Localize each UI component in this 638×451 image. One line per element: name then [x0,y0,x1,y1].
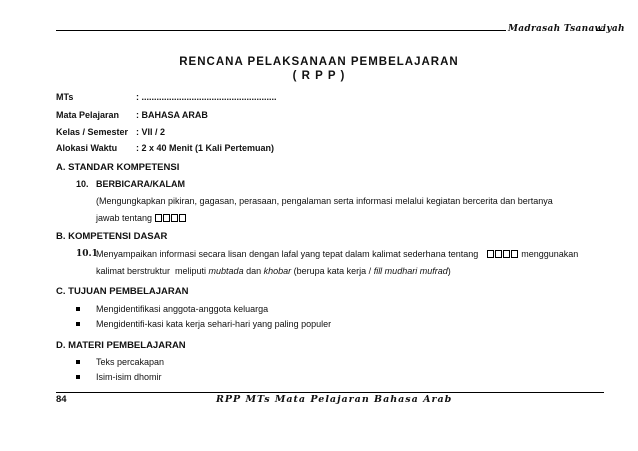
section-b-text-b: menggunakan [521,249,579,259]
arabic-glyph-boxes [487,250,519,260]
section-a-item-number: 10. [76,179,89,189]
identity-value-mts: : ...................................................... [136,92,277,102]
bullet-icon [76,322,80,326]
section-b-line2-mid: dan [243,266,264,276]
term-mubtada: mubtada [208,266,244,276]
bullet-icon [76,375,80,379]
page-subtitle: ( R P P ) [292,70,346,82]
section-c-item: Mengidentifi-kasi kata kerja sehari-hari yang paling populer [96,319,332,329]
running-header: Madrasah Tsanawiyah [508,24,625,34]
bullet-icon [76,307,80,311]
section-b-item-number: 10.1 [76,249,98,259]
identity-label-subject: Mata Pelajaran [56,110,120,120]
footer-title: RPP MTs Mata Pelajaran Bahasa Arab [216,394,453,405]
section-d-item: Teks percakapan [96,357,165,367]
identity-value-time: : 2 x 40 Menit (1 Kali Pertemuan) [136,143,275,153]
identity-value-class: : VII / 2 [136,127,166,137]
section-a-heading: A. STANDAR KOMPETENSI [56,162,180,173]
identity-label-time: Alokasi Waktu [56,143,118,153]
section-b-heading: B. KOMPETENSI DASAR [56,231,168,242]
term-fill-mudhari: fill mudhari mufrad [373,266,448,276]
section-c-heading: C. TUJUAN PEMBELAJARAN [56,286,189,297]
section-a-description-cont [96,213,187,224]
section-d-heading: D. MATERI PEMBELAJARAN [56,340,186,351]
header-rule [56,30,506,31]
identity-value-subject: : BAHASA ARAB [136,110,208,120]
page-title: RENCANA PELAKSANAAN PEMBELAJARAN [179,56,459,68]
term-khobar: khobar [263,266,292,276]
section-a-item-title: BERBICARA/KALAM [96,179,185,189]
footer-rule [56,392,604,393]
identity-label-class: Kelas / Semester [56,127,129,137]
section-b-line2-b: (berupa kata kerja / [291,266,374,276]
header-rule-end [596,30,604,31]
section-a-description: (Mengungkapkan pikiran, gagasan, perasaan, pengalaman serta informasi melalui kegiatan bercerita dan bertanya [96,196,553,206]
identity-label-mts: MTs [56,92,74,102]
section-c-item: Mengidentifikasi anggota-anggota keluarga [96,304,269,314]
bullet-icon [76,360,80,364]
section-b-text-a: Menyampaikan informasi secara lisan dengan lafal yang tepat dalam kalimat sederhana tentang [96,249,479,259]
section-b-line1 [96,249,578,260]
section-b-line2-a: kalimat berstruktur meliputi [96,266,209,276]
section-d-item: Isim-isim dhomir [96,372,162,382]
section-b-line2 [96,266,451,276]
section-a-desc-text: jawab tentang [96,213,153,223]
arabic-glyph-boxes [155,214,187,224]
section-b-line2-c: ) [447,266,451,276]
page-number: 84 [56,394,67,405]
